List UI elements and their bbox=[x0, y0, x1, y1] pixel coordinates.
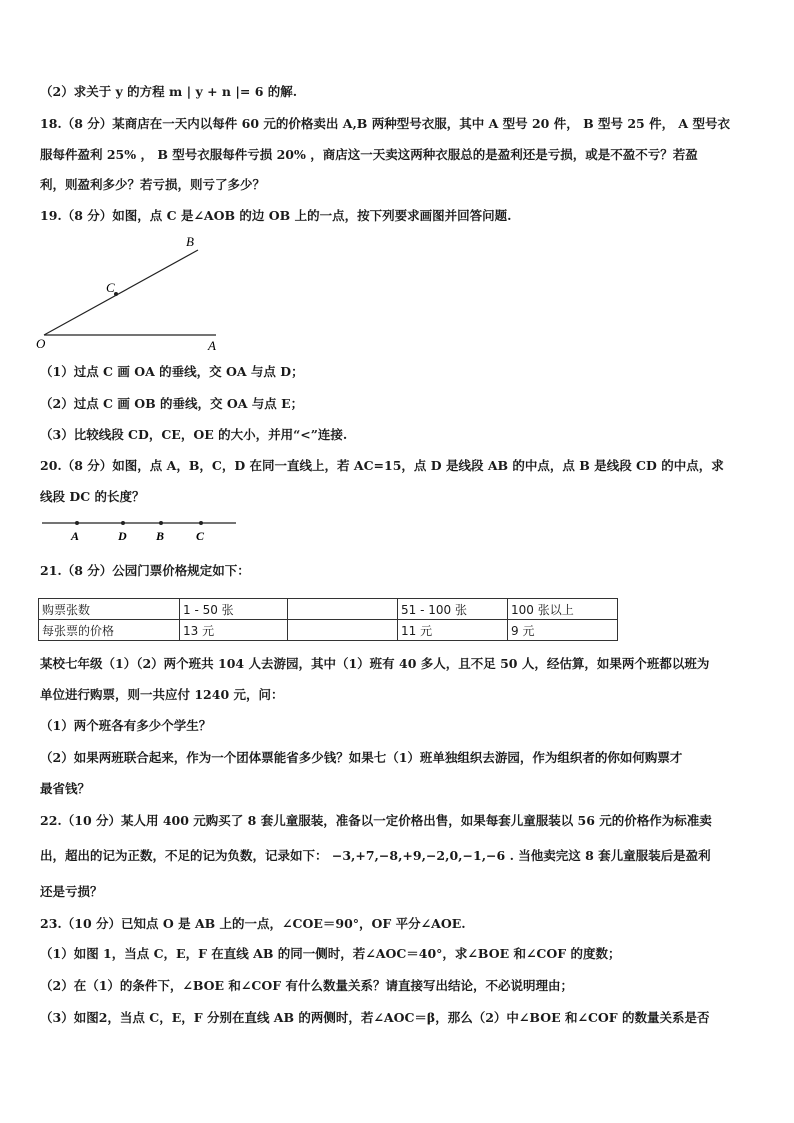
line-q20-b: 线段 DC 的长度？ bbox=[40, 489, 145, 504]
line-q22-a: 22.（10 分）某人用 400 元购买了 8 套儿童服装，准备以一定价格出售，如果每套儿童服装以 56 元的价格作为标准卖 bbox=[40, 813, 712, 828]
point-a bbox=[75, 521, 79, 525]
line-q19-2: （2）过点 C 画 OB 的垂线，交 OA 与点 E； bbox=[40, 396, 304, 411]
line-q17-2: （2）求关于 y 的方程 m | y + n |= 6 的解. bbox=[40, 84, 298, 99]
line-q21-2b: 最省钱？ bbox=[40, 781, 91, 796]
line-q23-3: （3）如图2，当点 C，E，F 分别在直线 AB 的两侧时，若∠AOC＝β，那么（2）中∠BOE 和∠COF 的数量关系是否 bbox=[40, 1010, 710, 1025]
label-c: C bbox=[106, 280, 115, 295]
line-q18-c: 利，则盈利多少？若亏损，则亏了多少？ bbox=[40, 177, 266, 192]
table-cell: 1 - 50 张 bbox=[180, 599, 288, 620]
point-c bbox=[199, 521, 203, 525]
label-a: A bbox=[71, 529, 80, 543]
label-o: O bbox=[36, 336, 46, 351]
line-q21-2a: （2）如果两班联合起来，作为一个团体票能省多少钱？如果七（1）班单独组织去游园，作为组织者的你如何购票才 bbox=[40, 750, 683, 765]
figure-19-angle bbox=[30, 232, 230, 354]
table-cell: 11 元 bbox=[398, 620, 508, 641]
ray-ob bbox=[44, 250, 198, 335]
ticket-price-table bbox=[38, 598, 618, 641]
line-q21-b: 单位进行购票，则一共应付 1240 元，问： bbox=[40, 687, 284, 702]
line-q21-a: 某校七年级（1）（2）两个班共 104 人去游园，其中（1）班有 40 多人，且不足 50 人，经估算，如果两个班都以班为 bbox=[40, 656, 710, 671]
line-q22-c: 还是亏损？ bbox=[40, 884, 103, 899]
table-cell: 9 元 bbox=[508, 620, 618, 641]
table-cell bbox=[288, 599, 398, 620]
point-d bbox=[121, 521, 125, 525]
line-q21: 21.（8 分）公园门票价格规定如下： bbox=[40, 563, 250, 578]
table-cell: 13 元 bbox=[180, 620, 288, 641]
line-q18-a: 18.（8 分）某商店在一天内以每件 60 元的价格卖出 A,B 两种型号衣服，其中 A 型号 20 件， B 型号 25 件， A 型号衣 bbox=[40, 116, 730, 131]
label-d: D bbox=[118, 529, 127, 543]
label-b: B bbox=[156, 529, 165, 543]
line-q19-1: （1）过点 C 画 OA 的垂线，交 OA 与点 D； bbox=[40, 364, 304, 379]
line-q23: 23.（10 分）已知点 O 是 AB 上的一点，∠COE＝90°，OF 平分∠AOE. bbox=[40, 916, 466, 931]
table-cell: 100 张以上 bbox=[508, 599, 618, 620]
point-b bbox=[159, 521, 163, 525]
table-row bbox=[39, 620, 618, 641]
line-q19-3: （3）比较线段 CD，CE，OE 的大小，并用“<”连接. bbox=[40, 427, 348, 442]
line-q19: 19.（8 分）如图，点 C 是∠AOB 的边 OB 上的一点，按下列要求画图并回答问题. bbox=[40, 208, 512, 223]
table-cell: 每张票的价格 bbox=[39, 620, 180, 641]
table-cell bbox=[288, 620, 398, 641]
table-cell: 51 - 100 张 bbox=[398, 599, 508, 620]
figure-20-segment bbox=[40, 514, 240, 544]
label-a: A bbox=[208, 338, 216, 353]
line-q20-a: 20.（8 分）如图，点 A，B，C，D 在同一直线上，若 AC=15，点 D 是线段 AB 的中点，点 B 是线段 CD 的中点，求 bbox=[40, 458, 724, 473]
line-q21-1: （1）两个班各有多少个学生？ bbox=[40, 718, 212, 733]
line-q23-1: （1）如图 1，当点 C，E，F 在直线 AB 的同一侧时，若∠AOC＝40°，求∠BOE 和∠COF 的度数； bbox=[40, 946, 621, 961]
label-c: C bbox=[196, 529, 205, 543]
line-q22-b: 出，超出的记为正数，不足的记为负数，记录如下： −3,+7,−8,+9,−2,0,−1,−6 . 当他卖完这 8 套儿童服装后是盈利 bbox=[40, 848, 711, 863]
label-b: B bbox=[186, 234, 194, 249]
line-q23-2: （2）在（1）的条件下，∠BOE 和∠COF 有什么数量关系？请直接写出结论，不必说明理由； bbox=[40, 978, 573, 993]
table-row bbox=[39, 599, 618, 620]
line-q18-b: 服每件盈利 25% ， B 型号衣服每件亏损 20% ，商店这一天卖这两种衣服总的是盈利还是亏损，或是不盈不亏？若盈 bbox=[40, 147, 698, 162]
table-cell: 购票张数 bbox=[39, 599, 180, 620]
